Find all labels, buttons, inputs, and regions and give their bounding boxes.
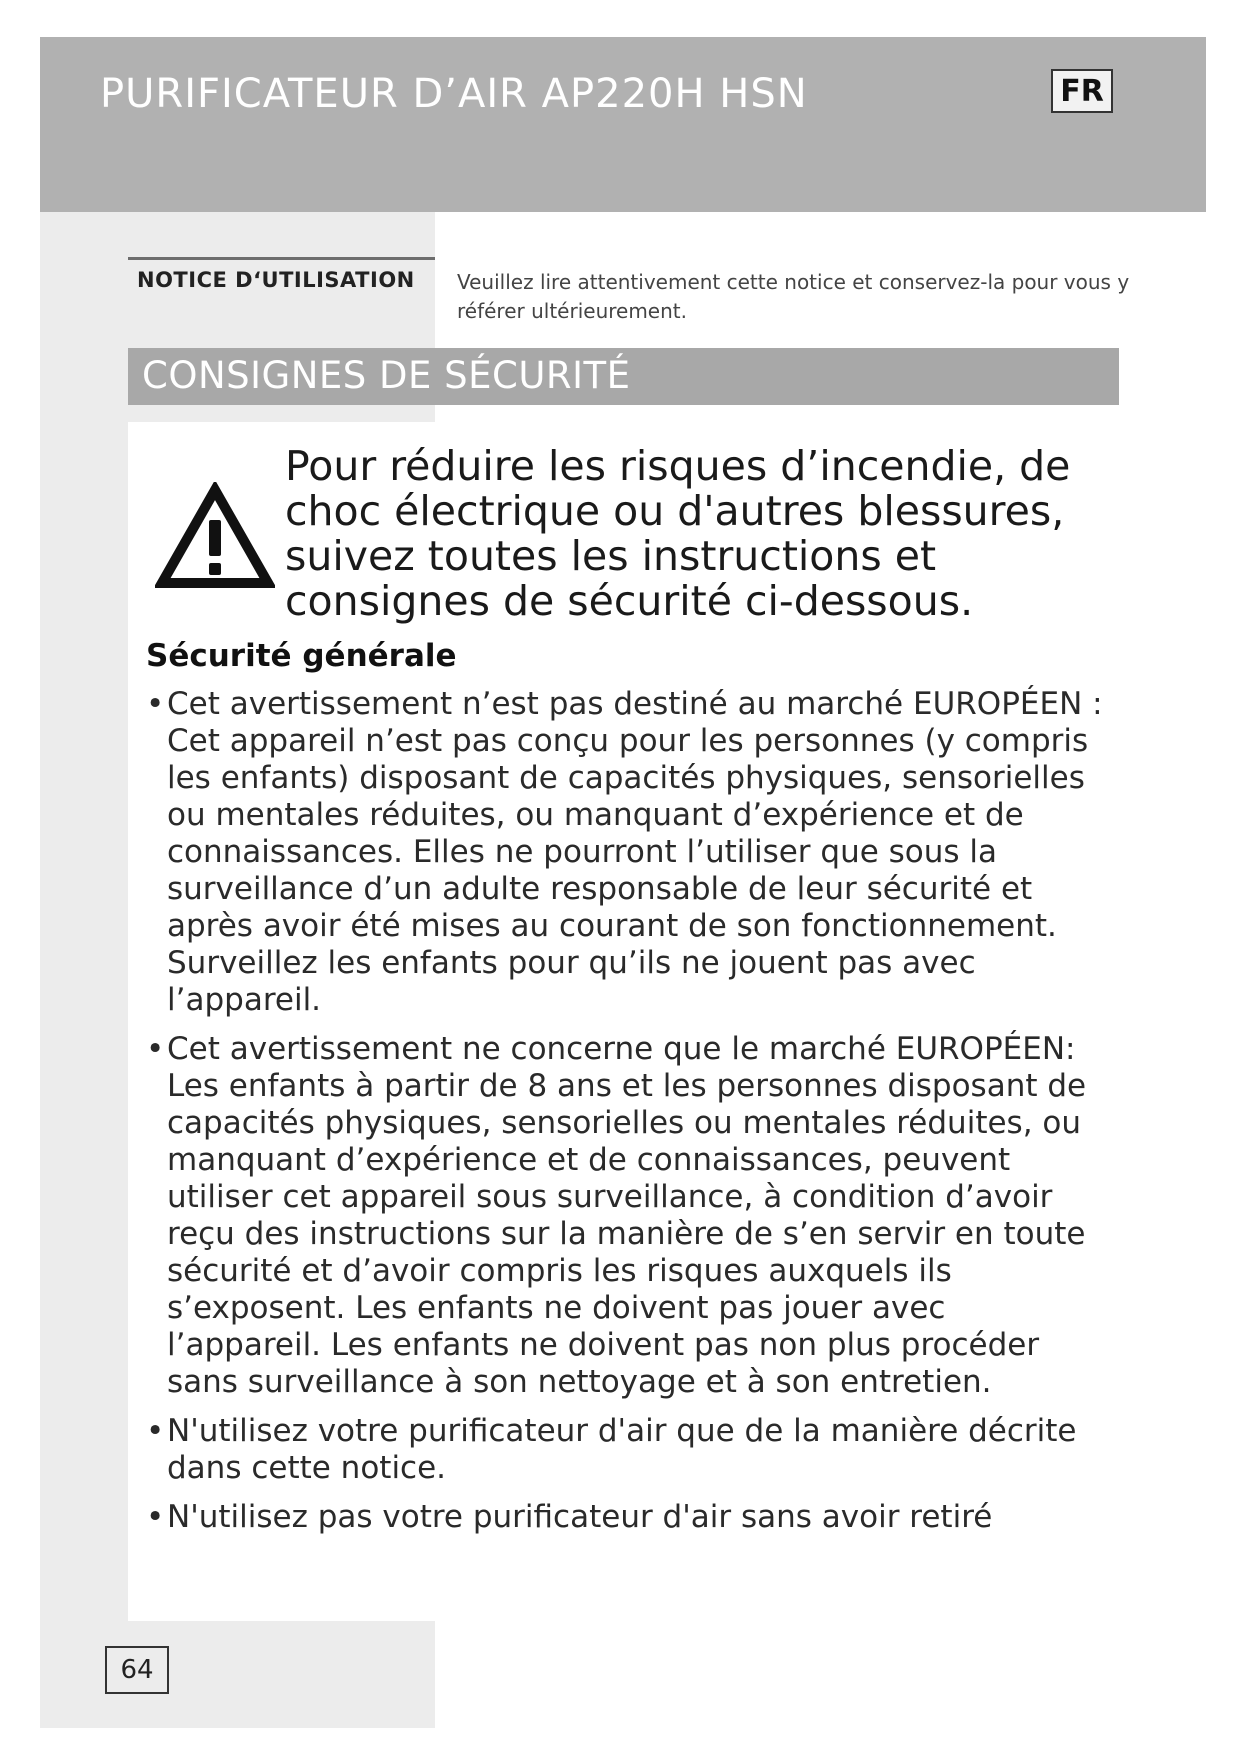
content-panel <box>128 422 1119 1621</box>
list-item <box>146 686 1106 1019</box>
notice-text: Veuillez lire attentivement cette notice et conservez-la pour vous y référer ultérieurement. <box>457 270 1130 323</box>
bullet-line: N'utilisez votre purificateur d'air que de la manière décrite dans cette notice. <box>167 1413 1077 1486</box>
warning-text: Pour réduire les risques d’incendie, de choc électrique ou d'autres blessures, suivez toutes les instructions et consignes de sécurité ci-dessous. <box>285 442 1071 625</box>
language-badge: FR <box>1051 69 1113 113</box>
page-title: PURIFICATEUR D’AIR AP220H HSN <box>100 71 808 117</box>
page-header <box>40 37 1206 212</box>
bullet-symbol: • <box>146 1031 165 1067</box>
notice-divider <box>128 257 435 260</box>
page-number: 64 <box>105 1646 169 1694</box>
bullet-symbol: • <box>146 1413 165 1449</box>
section-header <box>128 348 1119 405</box>
warning-triangle-icon <box>155 482 275 592</box>
list-item <box>146 1031 1106 1401</box>
bullet-line: Cet appareil n’est pas conçu pour les personnes (y compris les enfants) disposant de capacités physiques, sensorielles ou mentales réduites, ou manquant d’expérience et de connaissances. Elles ne pourront l’utiliser que sous la surveillance d’un adulte responsable de leur sécurité et après avoir été mises au courant de son fonctionnement. <box>167 723 1089 944</box>
bullet-line: Cet avertissement n’est pas destiné au marché EUROPÉEN : <box>167 686 1103 722</box>
bullet-symbol: • <box>146 686 165 722</box>
bullet-line: Les enfants à partir de 8 ans et les personnes disposant de capacités physiques, sensorielles ou mentales réduites, ou manquant d’expérience et de connaissances, peuvent utiliser cet appareil sous surveillance, à condition d’avoir reçu des instructions sur la manière de s’en servir en toute sécurité et d’avoir compris les risques auxquels ils s’exposent. Les enfants ne doivent pas jouer avec l’appareil. Les enfants ne doivent pas non plus procéder sans surveillance à son nettoyage et à son entretien. <box>167 1068 1087 1400</box>
bullet-line: Surveillez les enfants pour qu’ils ne jouent pas avec l’appareil. <box>167 945 976 1018</box>
general-safety-heading: Sécurité générale <box>146 638 457 674</box>
section-title: CONSIGNES DE SÉCURITÉ <box>142 354 631 397</box>
bullet-symbol: • <box>146 1499 165 1535</box>
safety-bullet-list <box>146 686 1106 1548</box>
list-item <box>146 1499 1106 1536</box>
bullet-line: N'utilisez pas votre purificateur d'air sans avoir retiré <box>167 1499 993 1535</box>
list-item <box>146 1413 1106 1487</box>
bullet-line: Cet avertissement ne concerne que le marché EUROPÉEN: <box>167 1031 1076 1067</box>
notice-label: NOTICE D‘UTILISATION <box>137 268 415 292</box>
